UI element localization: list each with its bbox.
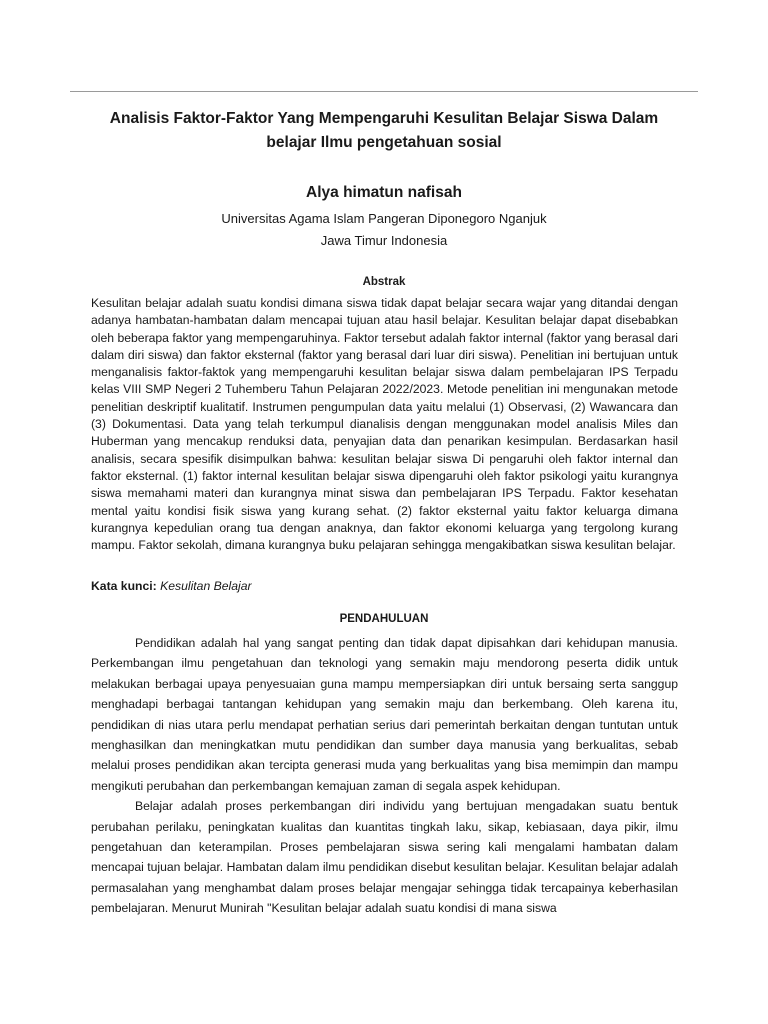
section-heading-introduction: PENDAHULUAN bbox=[339, 613, 429, 625]
affiliation-university: Universitas Agama Islam Pangeran Diponegoro Nganjuk bbox=[221, 211, 547, 226]
introduction-body bbox=[91, 633, 678, 919]
author-affiliation bbox=[90, 208, 678, 252]
introduction-paragraph: Belajar adalah proses perkembangan diri individu yang bertujuan mengadakan suatu bentuk perubahan perilaku, peningkatan kualitas dan kuantitas tingkah laku, sikap, kebiasaan, daya pikir, ilmu pengetahuan dan keterampilan. Proses pembelajaran siswa sering kali mengalami hambatan dalam mencapai tujuan belajar. Hambatan dalam ilmu pendidikan disebut kesulitan belajar. Kesulitan belajar adalah permasalahan yang menghambat dalam proses belajar mengajar sehingga tidak tercapainya keberhasilan pembelajaran. Menurut Munirah "Kesulitan belajar adalah suatu kondisi di mana siswa bbox=[91, 799, 678, 916]
paper-title: Analisis Faktor-Faktor Yang Mempengaruhi Kesulitan Belajar Siswa Dalam belajar Ilmu pengetahuan sosial bbox=[109, 110, 659, 151]
affiliation-region: Jawa Timur Indonesia bbox=[320, 233, 448, 248]
abstract-heading: Abstrak bbox=[362, 276, 406, 288]
keywords-label: Kata kunci: bbox=[91, 579, 157, 593]
author-name: Alya himatun nafisah bbox=[306, 184, 462, 201]
keywords-line bbox=[91, 578, 678, 595]
keywords-value: Kesulitan Belajar bbox=[160, 579, 252, 593]
top-horizontal-rule bbox=[70, 91, 698, 92]
abstract-text: Kesulitan belajar adalah suatu kondisi dimana siswa tidak dapat belajar secara wajar yang ditandai dengan adanya hambatan-hambatan dalam mencapai tujuan atau hasil belajar. Kesulitan belajar dapat disebabkan oleh beberapa faktor yang mempengaruhinya. Faktor tersebut adalah faktor internal (faktor yang berasal dari dalam diri siswa) dan faktor eksternal (faktor yang berasal dari luar diri siswa). Penelitian ini bertujuan untuk menganalisis faktor-faktok yang mempengaruhi kesulitan belajar siswa dalam pembelajaran IPS Terpadu kelas VIII SMP Negeri 2 Tuhemberu Tahun Pelajaran 2022/2023. Metode penelitian ini mengunakan metode penelitian deskriptif kualitatif. Instrumen pengumpulan data yaitu melalui (1) Observasi, (2) Wawancara dan (3) Dokumentasi. Data yang telah terkumpul dianalisis dengan menggunakan model analisis Miles dan Huberman yang mencakup renduksi data, penyajian data dan penarikan kesimpulan. Berdasarkan hasil analisis, secara spesifik disimpulkan bahwa: kesulitan belajar siswa Di pengaruhi oleh faktor internal dan faktor eksternal. (1) faktor internal kesulitan belajar siswa dipengaruhi oleh faktor psikologi yaitu kurangnya siswa memahami materi dan kurangnya minat siswa dan pembelajaran IPS Terpadu. Faktor kesehatan mental yaitu kondisi fisik siswa yang kurang sehat. (2) faktor eksternal yaitu faktor keluarga dimana kurangnya kepedulian orang tua dengan anaknya, dan faktor ekonomi keluarga yang tergolong kurang mampu. Faktor sekolah, dimana kurangnya buku pelajaran sehingga mengakibatkan siswa kesulitan belajar. bbox=[91, 296, 678, 553]
introduction-paragraph: Pendidikan adalah hal yang sangat penting dan tidak dapat dipisahkan dari kehidupan manusia. Perkembangan ilmu pengetahuan dan teknologi yang semakin maju mendorong peserta didik untuk melakukan berbagai upaya penyesuaian guna mampu mempersiapkan diri untuk bersaing serta sanggup menghadapi berbagai tantangan kehidupan yang semakin maju dan berkembang. Oleh karena itu, pendidikan di nias utara perlu mendapat perhatian serius dari pemerintah berkaitan dengan tuntutan untuk menghasilkan dan meningkatkan mutu pendidikan dan sumber daya manusia yang berkualitas, sebab melalui proses pendidikan akan tercipta generasi muda yang berkualitas yang bisa memimpin dan mampu mengikuti perubahan dan perkembangan kemajuan zaman di segala aspek kehidupan. bbox=[91, 636, 678, 793]
